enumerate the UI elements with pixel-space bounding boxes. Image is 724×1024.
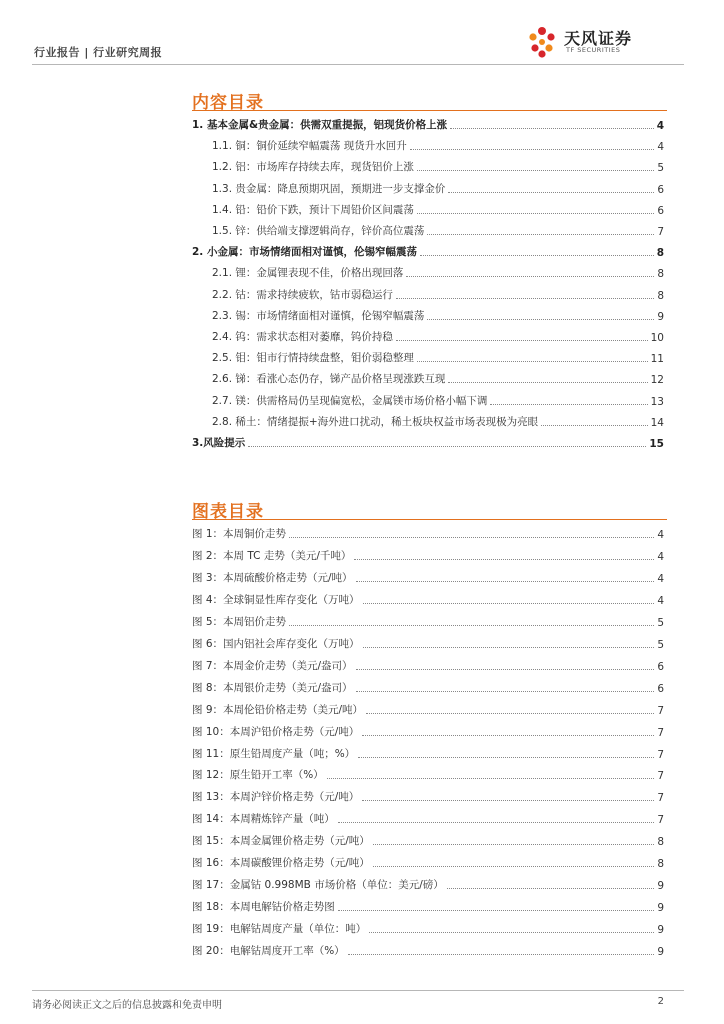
toc-entry-text: 2.3. 锡：市场情绪面相对谨慎，伦锡窄幅震荡 xyxy=(212,309,425,322)
toc-entry-page-number: 9 xyxy=(657,310,664,323)
toc-entry-page-number: 4 xyxy=(656,120,664,132)
dot-leader xyxy=(396,340,648,341)
figure-entry[interactable] xyxy=(192,876,664,892)
toc-entry[interactable] xyxy=(212,158,664,174)
figure-entry-text: 图 17：金属钴 0.998MB 市场价格（单位：美元/磅） xyxy=(192,879,444,892)
figure-entry-page-number: 9 xyxy=(657,880,664,893)
header-divider xyxy=(32,64,684,65)
dot-leader xyxy=(417,170,654,171)
page-header xyxy=(32,22,684,72)
footer-disclaimer: 请务必阅读正文之后的信息披露和免责申明 xyxy=(32,1000,222,1011)
figure-entry-page-number: 7 xyxy=(657,748,664,761)
figure-entry-page-number: 4 xyxy=(657,572,664,585)
tf-securities-logo xyxy=(524,22,674,62)
figure-entry-page-number: 5 xyxy=(657,616,664,629)
toc-entry-text: 2.1. 锂：金属锂表现不佳，价格出现回落 xyxy=(212,267,404,280)
figure-entry[interactable] xyxy=(192,679,664,695)
figure-entry[interactable] xyxy=(192,920,664,936)
toc-title-rule xyxy=(192,110,667,111)
figure-entry-page-number: 8 xyxy=(657,836,664,849)
toc-entry[interactable] xyxy=(192,434,664,450)
dot-leader xyxy=(406,276,654,277)
figure-entry[interactable] xyxy=(192,547,664,563)
figure-entry[interactable] xyxy=(192,723,664,739)
figure-entry-page-number: 6 xyxy=(657,660,664,673)
toc-entry-page-number: 11 xyxy=(650,353,664,366)
figure-entry-text: 图 1：本周铜价走势 xyxy=(192,528,287,540)
figure-entry-text: 图 3：本周硫酸价格走势（元/吨） xyxy=(192,571,353,584)
toc-entry[interactable] xyxy=(212,201,664,217)
figure-entry-text: 图 15：本周金属锂价格走势（元/吨） xyxy=(192,835,370,848)
figure-entry-page-number: 7 xyxy=(657,704,664,717)
figure-entry-text: 图 19：电解钴周度产量（单位：吨） xyxy=(192,923,367,936)
figure-entry-page-number: 7 xyxy=(657,770,664,783)
figure-entry-text: 图 13：本周沪锌价格走势（元/吨） xyxy=(192,791,360,804)
figure-entry-page-number: 7 xyxy=(657,792,664,805)
figure-entry[interactable] xyxy=(192,657,664,673)
figure-entry[interactable] xyxy=(192,635,664,651)
toc-entry-text: 1.5. 锌：供给端支撑逻辑尚存，锌价高位震荡 xyxy=(212,225,425,237)
dot-leader xyxy=(327,778,655,779)
dot-leader xyxy=(356,581,655,582)
dot-leader xyxy=(358,757,654,758)
toc-entry-text: 2.5. 钼：钼市行情持续盘整，钼价弱稳整理 xyxy=(212,352,414,365)
toc-entry-page-number: 7 xyxy=(657,226,664,238)
figure-entry-page-number: 7 xyxy=(657,814,664,827)
logo-chinese-text: 天风证券 xyxy=(564,29,633,48)
dot-leader xyxy=(363,603,655,604)
toc-entry-text: 2.2. 钴：需求持续疲软，钴市弱稳运行 xyxy=(212,288,393,301)
dot-leader xyxy=(448,192,654,193)
toc-entry-text: 1.4. 铅：铅价下跌，预计下周铅价区间震荡 xyxy=(212,203,414,216)
toc-entry-page-number: 6 xyxy=(657,204,664,217)
dot-leader xyxy=(356,691,655,692)
toc-entry-page-number: 4 xyxy=(657,141,664,154)
dot-leader xyxy=(363,647,655,648)
figure-entry-page-number: 6 xyxy=(657,682,664,695)
dot-leader xyxy=(373,844,655,845)
figure-entry-text: 图 9：本周伦铅价格走势（美元/吨） xyxy=(192,703,364,716)
dot-leader xyxy=(356,669,655,670)
footer-divider xyxy=(32,990,684,991)
toc-entry-page-number: 14 xyxy=(650,416,664,429)
toc-entry[interactable] xyxy=(212,328,664,344)
toc-entry-text: 1.2. 铝：市场库存持续去库，现货铝价上涨 xyxy=(212,161,414,174)
logo-english-text: TF SECURITIES xyxy=(566,46,621,54)
figure-entry-text: 图 12：原生铅开工率（%） xyxy=(192,769,324,782)
figure-entry-text: 图 4：全球铜显性库存变化（万吨） xyxy=(192,593,360,606)
dot-leader xyxy=(447,888,655,889)
dot-leader xyxy=(427,234,654,235)
figures-title-rule xyxy=(192,519,667,520)
toc-entry-text: 1. 基本金属&贵金属：供需双重提振，铝现货价格上涨 xyxy=(192,119,448,131)
toc-entry[interactable] xyxy=(212,392,664,408)
figure-entry[interactable] xyxy=(192,591,664,607)
figure-entry-text: 图 5：本周铝价走势 xyxy=(192,615,287,628)
dot-leader xyxy=(448,382,647,383)
toc-entry-page-number: 8 xyxy=(657,268,664,281)
dot-leader xyxy=(420,255,654,256)
figure-entry[interactable] xyxy=(192,854,664,870)
figure-entry-text: 图 18：本周电解钴价格走势图 xyxy=(192,901,335,914)
toc-entry-page-number: 5 xyxy=(657,162,664,175)
toc-entry-text: 2.4. 钨：需求状态相对萎靡，钨价持稳 xyxy=(212,331,393,343)
report-category-label: 行业报告 | 行业研究周报 xyxy=(34,46,163,59)
figure-entry-text: 图 2：本周 TC 走势（美元/千吨） xyxy=(192,549,352,562)
toc-entry-text: 3.风险提示 xyxy=(192,437,246,449)
toc-entry[interactable] xyxy=(192,116,664,132)
figure-entry[interactable] xyxy=(192,788,664,804)
dot-leader xyxy=(369,932,654,933)
toc-entry-text: 2.8. 稀土：情绪提振+海外进口扰动，稀土板块权益市场表现极为亮眼 xyxy=(212,415,539,428)
toc-entry[interactable] xyxy=(212,286,664,302)
toc-entry-text: 2. 小金属：市场情绪面相对谨慎，伦锡窄幅震荡 xyxy=(192,246,417,259)
figures-title: 图表目录 xyxy=(192,502,264,522)
figure-entry-page-number: 4 xyxy=(657,550,664,563)
figure-entry-page-number: 7 xyxy=(657,726,664,739)
figure-entry-text: 图 6：国内铝社会库存变化（万吨） xyxy=(192,637,360,650)
figure-entry-text: 图 11：原生铅周度产量（吨；%） xyxy=(192,747,356,760)
page-number: 2 xyxy=(657,996,664,1007)
figure-entry[interactable] xyxy=(192,525,664,541)
toc-title: 内容目录 xyxy=(192,93,264,113)
figure-entry-text: 图 20：电解钴周度开工率（%） xyxy=(192,945,345,958)
toc-entry-page-number: 10 xyxy=(650,332,664,344)
dot-leader xyxy=(289,537,654,538)
figure-entry[interactable] xyxy=(192,569,664,585)
dot-leader xyxy=(541,425,647,426)
toc-entry[interactable] xyxy=(212,264,664,280)
dot-leader xyxy=(348,954,655,955)
dot-leader xyxy=(373,866,655,867)
figure-entry-page-number: 4 xyxy=(657,529,664,541)
figure-entry[interactable] xyxy=(192,832,664,848)
dot-leader xyxy=(338,910,655,911)
toc-entry-page-number: 12 xyxy=(650,374,664,387)
dot-leader xyxy=(366,713,654,714)
figure-entry-text: 图 8：本周银价走势（美元/盎司） xyxy=(192,681,353,694)
figure-entry-page-number: 8 xyxy=(657,858,664,871)
figure-entry-page-number: 9 xyxy=(657,902,664,915)
toc-entry[interactable] xyxy=(212,370,664,386)
toc-entry-page-number: 15 xyxy=(649,438,664,450)
dot-leader xyxy=(362,800,654,801)
figure-entry-text: 图 7：本周金价走势（美元/盎司） xyxy=(192,659,353,672)
toc-entry-page-number: 8 xyxy=(656,247,664,260)
toc-entry[interactable] xyxy=(212,413,664,429)
toc-entry-page-number: 8 xyxy=(657,289,664,302)
toc-entry[interactable] xyxy=(212,222,664,238)
figure-entry-page-number: 9 xyxy=(657,924,664,937)
dot-leader xyxy=(396,298,654,299)
toc-entry[interactable] xyxy=(212,180,664,196)
toc-entry-page-number: 6 xyxy=(657,183,664,196)
dot-leader xyxy=(354,559,654,560)
toc-entry[interactable] xyxy=(212,349,664,365)
toc-entry-text: 1.3. 贵金属：降息预期巩固，预期进一步支撑金价 xyxy=(212,182,446,195)
figure-entry[interactable] xyxy=(192,942,664,958)
toc-entry[interactable] xyxy=(212,137,664,153)
figure-entry-page-number: 5 xyxy=(657,638,664,651)
dot-leader xyxy=(427,319,654,320)
toc-entry-text: 1.1. 铜：铜价延续窄幅震荡 现货升水回升 xyxy=(212,140,407,153)
dot-leader xyxy=(362,735,654,736)
figure-entry[interactable] xyxy=(192,745,664,761)
dot-leader xyxy=(417,213,654,214)
dot-leader xyxy=(410,149,655,150)
figure-entry-text: 图 16：本周碳酸锂价格走势（元/吨） xyxy=(192,857,370,870)
tf-securities-logo-icon xyxy=(524,24,560,60)
figure-entry[interactable] xyxy=(192,613,664,629)
figure-entry-page-number: 9 xyxy=(657,946,664,959)
dot-leader xyxy=(490,404,647,405)
toc-entry-text: 2.7. 镁：供需格局仍呈现偏宽松，金属镁市场价格小幅下调 xyxy=(212,394,488,407)
dot-leader xyxy=(289,625,654,626)
dot-leader xyxy=(338,822,655,823)
dot-leader xyxy=(450,128,654,129)
dot-leader xyxy=(417,361,648,362)
dot-leader xyxy=(248,446,646,447)
figure-entry[interactable] xyxy=(192,898,664,914)
figure-entry-page-number: 4 xyxy=(657,594,664,607)
figure-entry-text: 图 10：本周沪铅价格走势（元/吨） xyxy=(192,725,360,738)
toc-entry-page-number: 13 xyxy=(650,395,664,408)
toc-entry-text: 2.6. 锑：看涨心态仍存，锑产品价格呈现涨跌互现 xyxy=(212,373,446,386)
figure-entry[interactable] xyxy=(192,810,664,826)
figure-entry-text: 图 14：本周精炼锌产量（吨） xyxy=(192,813,335,826)
toc-entry[interactable] xyxy=(212,307,664,323)
figure-entry[interactable] xyxy=(192,701,664,717)
figure-entry[interactable] xyxy=(192,766,664,782)
toc-entry[interactable] xyxy=(192,243,664,259)
